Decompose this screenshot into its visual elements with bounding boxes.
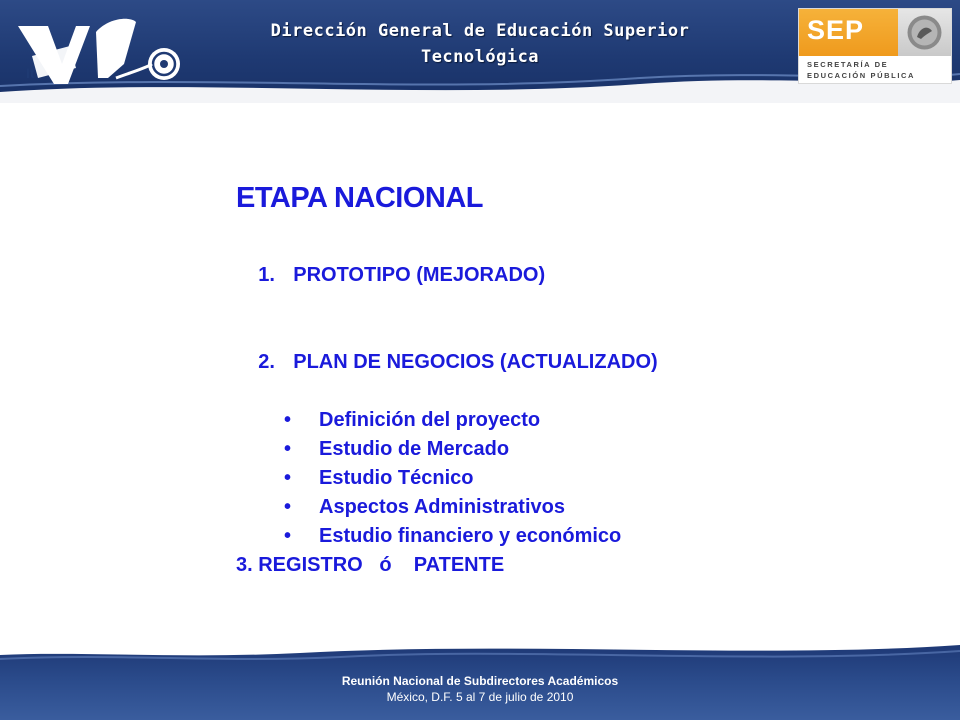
bullet-item [236,493,836,522]
header-banner [0,0,960,103]
header-title-line1: Dirección General de Educación Superior [270,21,690,41]
bullet-item [236,522,836,551]
footer-text [0,673,960,705]
list-item-text: PROTOTIPO (MEJORADO) [293,264,546,286]
bullet-text: Estudio de Mercado [319,438,510,460]
slide-content [236,180,836,580]
sep-logo [798,8,952,84]
sep-logo-line1: SECRETARÍA DE [807,60,889,69]
header-title-line2: Tecnológica [420,47,540,67]
bullet-icon: • [284,496,292,518]
it-logo-icon [12,12,192,92]
list-item-number: 1. [258,264,275,286]
footer-line2: México, D.F. 5 al 7 de julio de 2010 [386,690,574,704]
list-item-numbered [236,319,836,406]
bullet-item [236,406,836,435]
bullet-item [236,464,836,493]
it-logo-text: It [26,65,35,81]
bullet-text: Definición del proyecto [319,409,541,431]
list-item-number: 2. [258,351,275,373]
header-title [200,18,760,70]
list-item-numbered [236,232,836,319]
sep-logo-line2: EDUCACIÓN PÚBLICA [807,71,916,80]
bullet-icon: • [284,525,292,547]
bullet-icon: • [284,467,292,489]
bullet-text: Estudio Técnico [319,467,474,489]
mexico-seal-icon [898,9,951,56]
bullet-text: Aspectos Administrativos [319,496,565,518]
bullet-icon: • [284,438,292,460]
list-item-text: PLAN DE NEGOCIOS (ACTUALIZADO) [293,351,658,373]
footer-line1: Reunión Nacional de Subdirectores Académicos [341,674,619,688]
bullet-item [236,435,836,464]
bullet-icon: • [284,409,292,431]
bullet-text: Estudio financiero y económico [319,525,622,547]
sep-logo-word: SEP [807,15,865,45]
footer-wave-decoration [0,637,960,667]
slide-title: ETAPA NACIONAL [236,182,484,214]
sep-logo-orange-block [799,9,898,56]
list-item-registro: 3. REGISTRO ó PATENTE [236,554,505,576]
